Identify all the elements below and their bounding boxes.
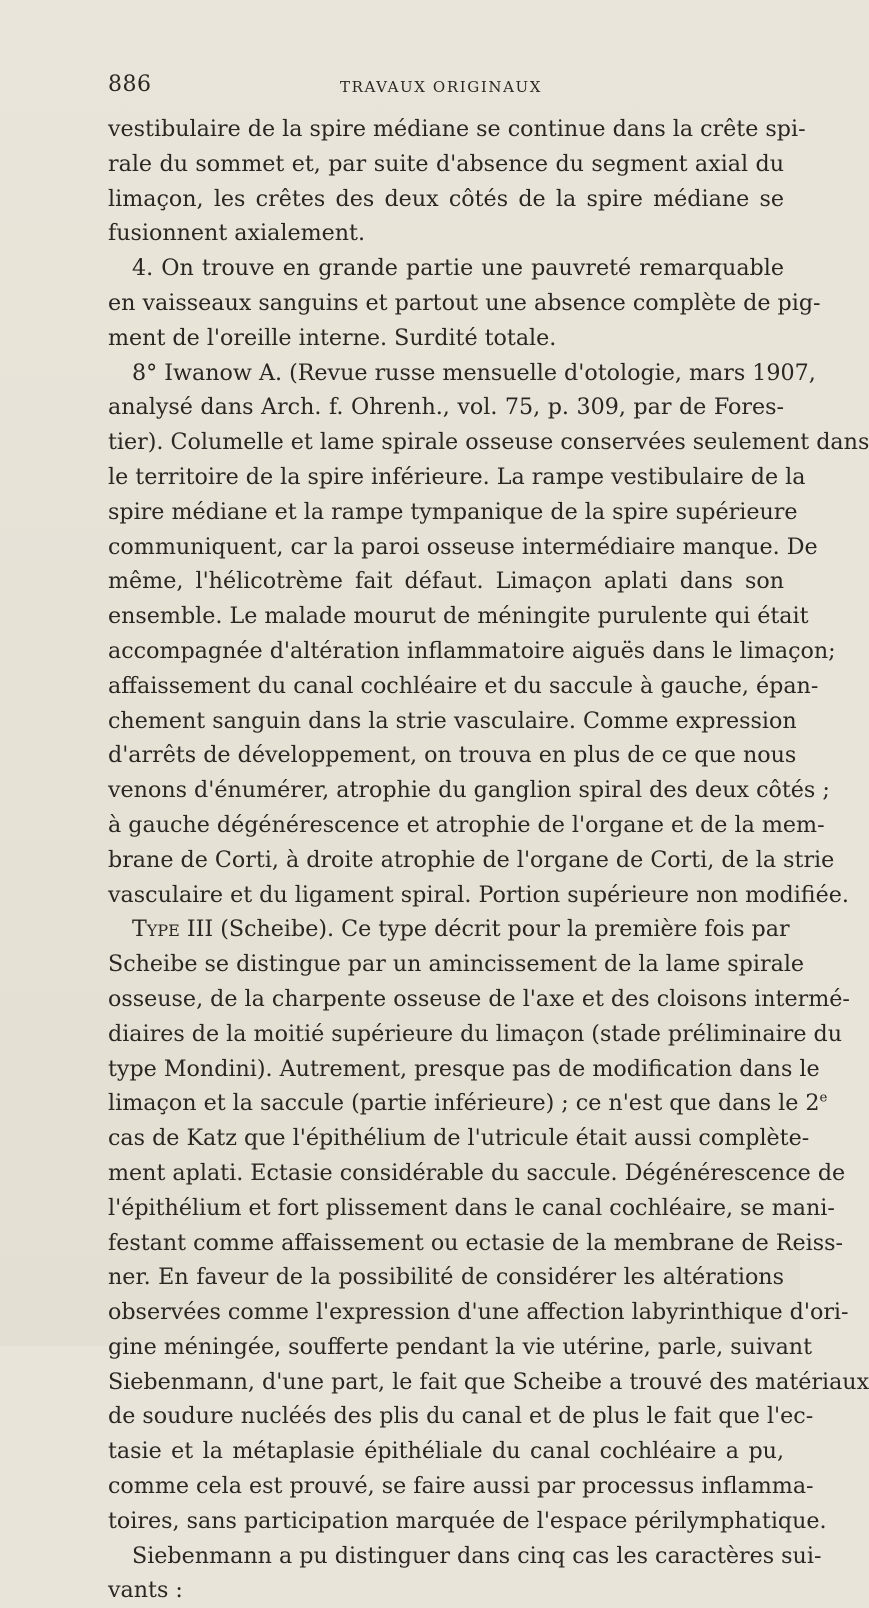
- text-line: toires, sans participation marquée de l'espace périlymphatique.: [108, 1507, 827, 1534]
- text-line: gine méningée, soufferte pendant la vie utérine, parle, suivant: [108, 1333, 812, 1360]
- text-line: même, l'hélicotrème fait défaut. Limaçon aplati dans son: [108, 568, 784, 595]
- text-line: vasculaire et du ligament spiral. Portion supérieure non modifiée.: [108, 881, 849, 908]
- text-line: vestibulaire de la spire médiane se continue dans la crête spi-: [108, 116, 806, 142]
- text-line: le territoire de la spire inférieure. La rampe vestibulaire de la: [108, 463, 806, 490]
- text-line: tasie et la métaplasie épithéliale du canal cochléaire a pu,: [108, 1438, 784, 1465]
- text-line: chement sanguin dans la strie vasculaire. Comme expression: [108, 707, 797, 734]
- text-line: tier). Columelle et lame spirale osseuse conservées seulement dans: [108, 429, 869, 456]
- text-line: l'épithélium et fort plissement dans le canal cochléaire, se mani-: [108, 1194, 835, 1221]
- text-line: comme cela est prouvé, se faire aussi par processus inflamma-: [108, 1473, 814, 1500]
- text-line: Scheibe se distingue par un amincissement de la lame spirale: [108, 951, 805, 978]
- running-head: TRAVAUX ORIGINAUX: [340, 78, 543, 96]
- text-line: venons d'énumérer, atrophie du ganglion spiral des deux côtés ;: [108, 777, 830, 804]
- text-line-sup: [108, 1086, 828, 1121]
- text-line: accompagnée d'altération inflammatoire aiguës dans le limaçon;: [108, 637, 836, 664]
- text-line: spire médiane et la rampe tympanique de la spire supérieure: [108, 498, 798, 525]
- text-line: rale du sommet et, par suite d'absence du segment axial du: [108, 150, 784, 177]
- text-line: Siebenmann, d'une part, le fait que Scheibe a trouvé des matériaux: [108, 1368, 869, 1395]
- text-line: type Mondini). Autrement, presque pas de modification dans le: [108, 1055, 820, 1082]
- text-line: à gauche dégénérescence et atrophie de l'organe et de la mem-: [108, 811, 825, 838]
- text-line: vants :: [108, 1577, 183, 1604]
- text-line: d'arrêts de développement, on trouva en plus de ce que nous: [108, 742, 797, 769]
- text-line: de soudure nucléés des plis du canal et de plus le fait que l'ec-: [108, 1403, 814, 1430]
- type-label: Type: [132, 916, 180, 943]
- text-line: en vaisseaux sanguins et partout une absence complète de pig-: [108, 289, 821, 316]
- text-line: diaires de la moitié supérieure du limaçon (stade préliminaire du: [108, 1020, 843, 1047]
- text-line: ensemble. Le malade mourut de méningite purulente qui était: [108, 603, 809, 630]
- text-line: ner. En faveur de la possibilité de considérer les altérations: [108, 1264, 784, 1291]
- text-line: affaissement du canal cochléaire et du saccule à gauche, épan-: [108, 672, 819, 699]
- text-line: analysé dans Arch. f. Ohrenh., vol. 75, p. 309, par de Fores-: [108, 394, 784, 421]
- text-line: brane de Corti, à droite atrophie de l'organe de Corti, de la strie: [108, 846, 835, 873]
- text-line: ment aplati. Ectasie considérable du saccule. Dégénérescence de: [108, 1159, 846, 1186]
- type-line-text: III (Scheibe). Ce type décrit pour la première fois par: [186, 916, 790, 943]
- page-number: 886: [108, 72, 152, 97]
- text-line: festant comme affaissement ou ectasie de la membrane de Reiss-: [108, 1229, 843, 1256]
- superscript: e: [819, 1090, 828, 1106]
- text-line: observées comme l'expression d'une affection labyrinthique d'ori-: [108, 1299, 849, 1326]
- body-text: [108, 112, 869, 1608]
- text-line: 8° Iwanow A. (Revue russe mensuelle d'otologie, mars 1907,: [132, 359, 816, 386]
- text-line: communiquent, car la paroi osseuse intermédiaire manque. De: [108, 533, 818, 560]
- text-line: fusionnent axialement.: [108, 220, 366, 247]
- text-line-type: [108, 912, 790, 947]
- text-line: ment de l'oreille interne. Surdité totale.: [108, 324, 557, 351]
- text-line: osseuse, de la charpente osseuse de l'axe et des cloisons intermé-: [108, 985, 850, 1012]
- page-header: [108, 72, 784, 104]
- sup-line-text: limaçon et la saccule (partie inférieure) ; ce n'est que dans le 2: [108, 1090, 820, 1117]
- text-line: 4. On trouve en grande partie une pauvreté remarquable: [132, 255, 784, 282]
- text-line: Siebenmann a pu distinguer dans cinq cas les caractères sui-: [132, 1542, 822, 1569]
- text-line: limaçon, les crêtes des deux côtés de la spire médiane se: [108, 185, 784, 212]
- text-line: cas de Katz que l'épithélium de l'utricule était aussi complète-: [108, 1125, 810, 1152]
